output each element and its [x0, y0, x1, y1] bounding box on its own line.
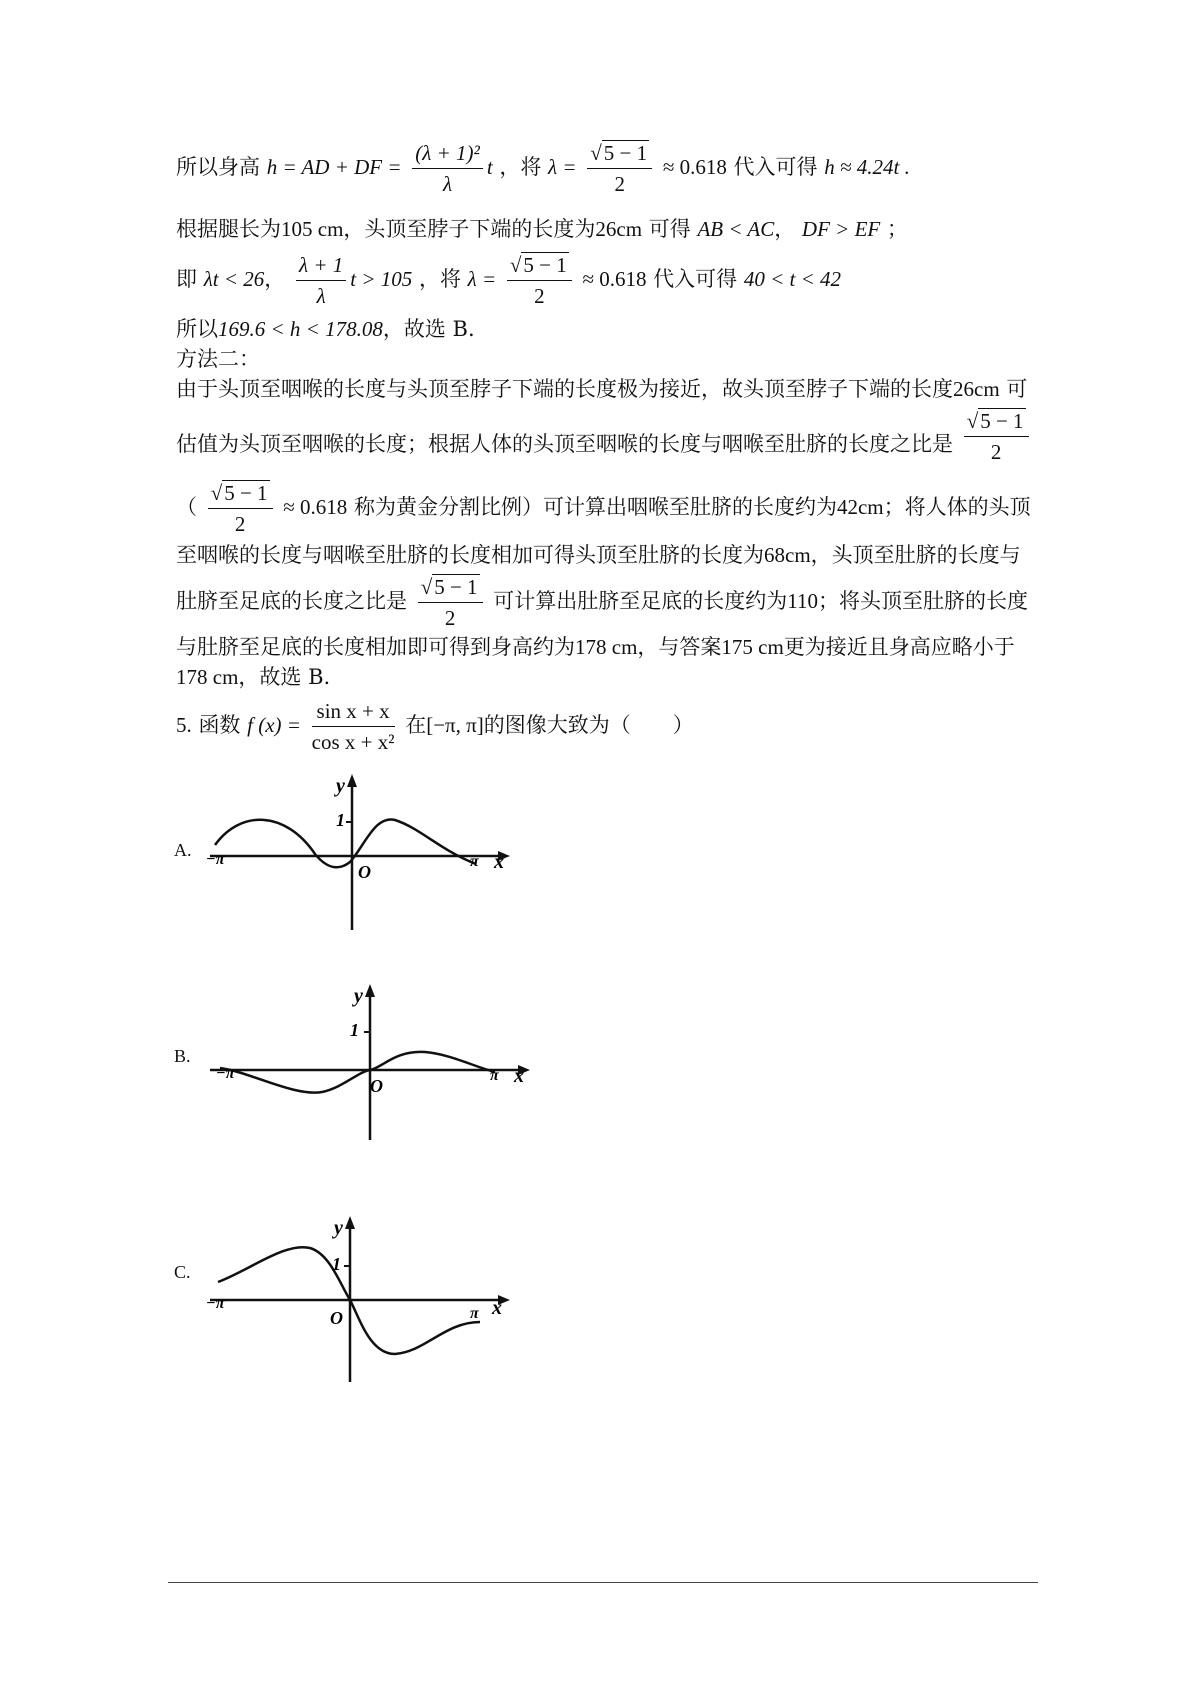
origin-label: O: [358, 862, 371, 882]
fraction-denominator: 2: [234, 512, 246, 536]
fraction-denominator: λ: [442, 172, 453, 196]
option-b-graph: [200, 972, 540, 1142]
math: t > 105: [350, 267, 413, 291]
line-height-range: [176, 314, 475, 344]
origin-label: O: [370, 1076, 383, 1096]
tick-label-1: 1: [332, 1254, 341, 1274]
fraction-numerator: λ + 1: [296, 250, 346, 281]
value: 175 cm: [721, 635, 784, 659]
curve: [220, 1052, 495, 1093]
origin-label: O: [330, 1308, 343, 1328]
fraction-numerator: √5 − 1: [964, 406, 1029, 437]
text: 的图像大致为（ ）: [483, 713, 694, 737]
method-two-title: 方法二：: [176, 347, 260, 371]
neg-pi-label: −π: [206, 1295, 225, 1312]
text: 与肚脐至足底的长度相加即可得到身高约为: [176, 635, 575, 659]
math: λ =: [548, 155, 577, 179]
fraction-numerator: √5 − 1: [208, 478, 273, 509]
neg-pi-label: −π: [206, 851, 225, 868]
text: 在: [405, 713, 427, 737]
text: 可计算出肚脐至足底的长度约为: [493, 589, 788, 613]
fraction: [296, 250, 346, 311]
text: 代入可得: [653, 267, 738, 291]
text: ，故选 B.: [382, 317, 475, 341]
fraction-denominator: 2: [614, 172, 625, 196]
text: （: [176, 495, 197, 519]
tick-label-1: 1: [350, 1020, 359, 1040]
math: f (x) =: [247, 713, 301, 737]
text: 函数: [198, 713, 241, 737]
text: ，头顶至肚脐的长度与: [810, 543, 1021, 567]
option-a-graph: [200, 770, 520, 930]
text: ，将: [418, 267, 461, 291]
golden-ratio-fraction: [964, 406, 1029, 467]
line-inequalities: [176, 250, 841, 311]
sqrt-radicand: 5 − 1: [980, 409, 1024, 433]
value: 42cm: [836, 495, 884, 519]
neg-pi-label: −π: [216, 1065, 235, 1082]
method-two-p4: [176, 540, 1021, 570]
line-leg-length: [176, 214, 908, 244]
x-label: x: [514, 1065, 524, 1087]
option-b-label: B.: [174, 1046, 191, 1066]
sqrt-radicand: 5 − 1: [434, 575, 478, 599]
math: h ≈ 4.24t .: [824, 155, 910, 179]
value: 105 cm: [281, 217, 344, 241]
method-two-p7: [176, 662, 330, 692]
fraction-numerator: √5 − 1: [418, 572, 483, 603]
text: ，将: [499, 155, 542, 179]
text: ，故选 B.: [238, 665, 331, 689]
fraction-numerator: sin x + x: [312, 696, 395, 727]
pi-label: π: [470, 853, 479, 870]
text: 所以: [176, 317, 218, 341]
text: 代入可得: [733, 155, 818, 179]
math: ≈ 0.618: [582, 267, 647, 291]
pi-label: π: [490, 1067, 499, 1084]
golden-ratio-fraction: [208, 478, 273, 539]
value: 110: [787, 589, 818, 613]
curve: [215, 819, 476, 867]
tick-label-1: 1: [336, 810, 345, 830]
y-label: y: [354, 985, 363, 1007]
x-label: x: [494, 851, 504, 873]
text: 估值为头顶至咽喉的长度；根据人体的头顶至咽喉的长度与咽喉至肚脐的长度之比是: [176, 432, 953, 456]
math: ≈ 0.618: [283, 495, 348, 519]
value: 26cm: [595, 217, 643, 241]
text: 由于头顶至咽喉的长度与头顶至脖子下端的长度极为接近，故头顶至脖子下端的长度: [176, 377, 953, 401]
option-c-label: C.: [174, 1262, 191, 1282]
y-label: y: [336, 775, 345, 797]
fraction-denominator: λ: [316, 284, 326, 308]
math: λt < 26: [203, 267, 265, 291]
math: t: [486, 155, 493, 179]
text: 称为黄金分割比例）可计算出咽喉至肚脐的长度约为: [353, 495, 837, 519]
text: ，头顶至脖子下端的长度为: [343, 217, 596, 241]
option-a-label: A.: [174, 840, 192, 860]
sqrt-radicand: 5 − 1: [523, 253, 567, 277]
text: ，与答案: [637, 635, 722, 659]
golden-ratio-fraction: [507, 250, 572, 311]
math: h = AD + DF =: [266, 155, 402, 179]
fraction-numerator: √5 − 1: [587, 138, 652, 169]
text: ；将人体的头顶: [883, 495, 1031, 519]
golden-ratio-fraction: [587, 138, 652, 199]
y-axis-arrow: [345, 1216, 355, 1229]
fraction-numerator: (λ + 1)²: [412, 138, 483, 169]
method-two-p2: [176, 406, 1033, 467]
y-axis-arrow: [347, 774, 357, 787]
x-label: x: [492, 1297, 502, 1319]
text: 可得: [648, 217, 691, 241]
golden-ratio-fraction: [418, 572, 483, 633]
function-fraction: [312, 696, 395, 757]
footer-divider: [168, 1582, 1038, 1583]
option-c-graph: [200, 1204, 520, 1384]
question-number: 5.: [176, 713, 192, 737]
pi-label: π: [470, 1305, 479, 1322]
text: 肚脐至足底的长度之比是: [176, 589, 407, 613]
math: [−π, π]: [426, 713, 484, 737]
fraction-denominator: 2: [444, 606, 456, 630]
math: ≈ 0.618: [662, 155, 727, 179]
value: 178 cm: [176, 665, 239, 689]
fraction-denominator: 2: [534, 284, 545, 308]
y-axis-arrow: [365, 984, 375, 997]
value: 26cm: [953, 377, 1000, 401]
text: ；将头顶至肚脐的长度: [817, 589, 1028, 613]
text: 根据腿长为: [176, 217, 281, 241]
method-two-p3: [176, 478, 1031, 539]
method-two-p5: [176, 572, 1028, 633]
text: ，: [264, 267, 286, 291]
line-height-formula: [176, 138, 910, 199]
text: 可: [1006, 377, 1028, 401]
math: λ =: [467, 267, 497, 291]
math: DF > EF: [801, 217, 881, 241]
text: 更为接近且身高应略小于: [783, 635, 1015, 659]
text: 至咽喉的长度与咽喉至肚脐的长度相加可得头顶至肚脐的长度为: [176, 543, 764, 567]
method-two-p1: [176, 374, 1027, 404]
fraction-denominator: cos x + x²: [311, 730, 395, 754]
question-5: [176, 696, 694, 757]
text: 所以身高: [176, 155, 260, 179]
y-label: y: [334, 1217, 343, 1239]
math: 40 < t < 42: [743, 267, 842, 291]
value: 68cm: [764, 543, 811, 567]
math: AB < AC: [697, 217, 775, 241]
fraction-numerator: √5 − 1: [507, 250, 572, 281]
math: 169.6 < h < 178.08: [218, 317, 383, 341]
text: ，: [774, 217, 796, 241]
fraction-denominator: 2: [990, 440, 1002, 464]
sqrt-radicand: 5 − 1: [603, 141, 648, 165]
text: 即: [176, 267, 197, 291]
sqrt-radicand: 5 − 1: [224, 481, 268, 505]
fraction: [412, 138, 483, 199]
method-two-p6: [176, 632, 1015, 662]
value: 178 cm: [575, 635, 638, 659]
text: ；: [886, 217, 908, 241]
